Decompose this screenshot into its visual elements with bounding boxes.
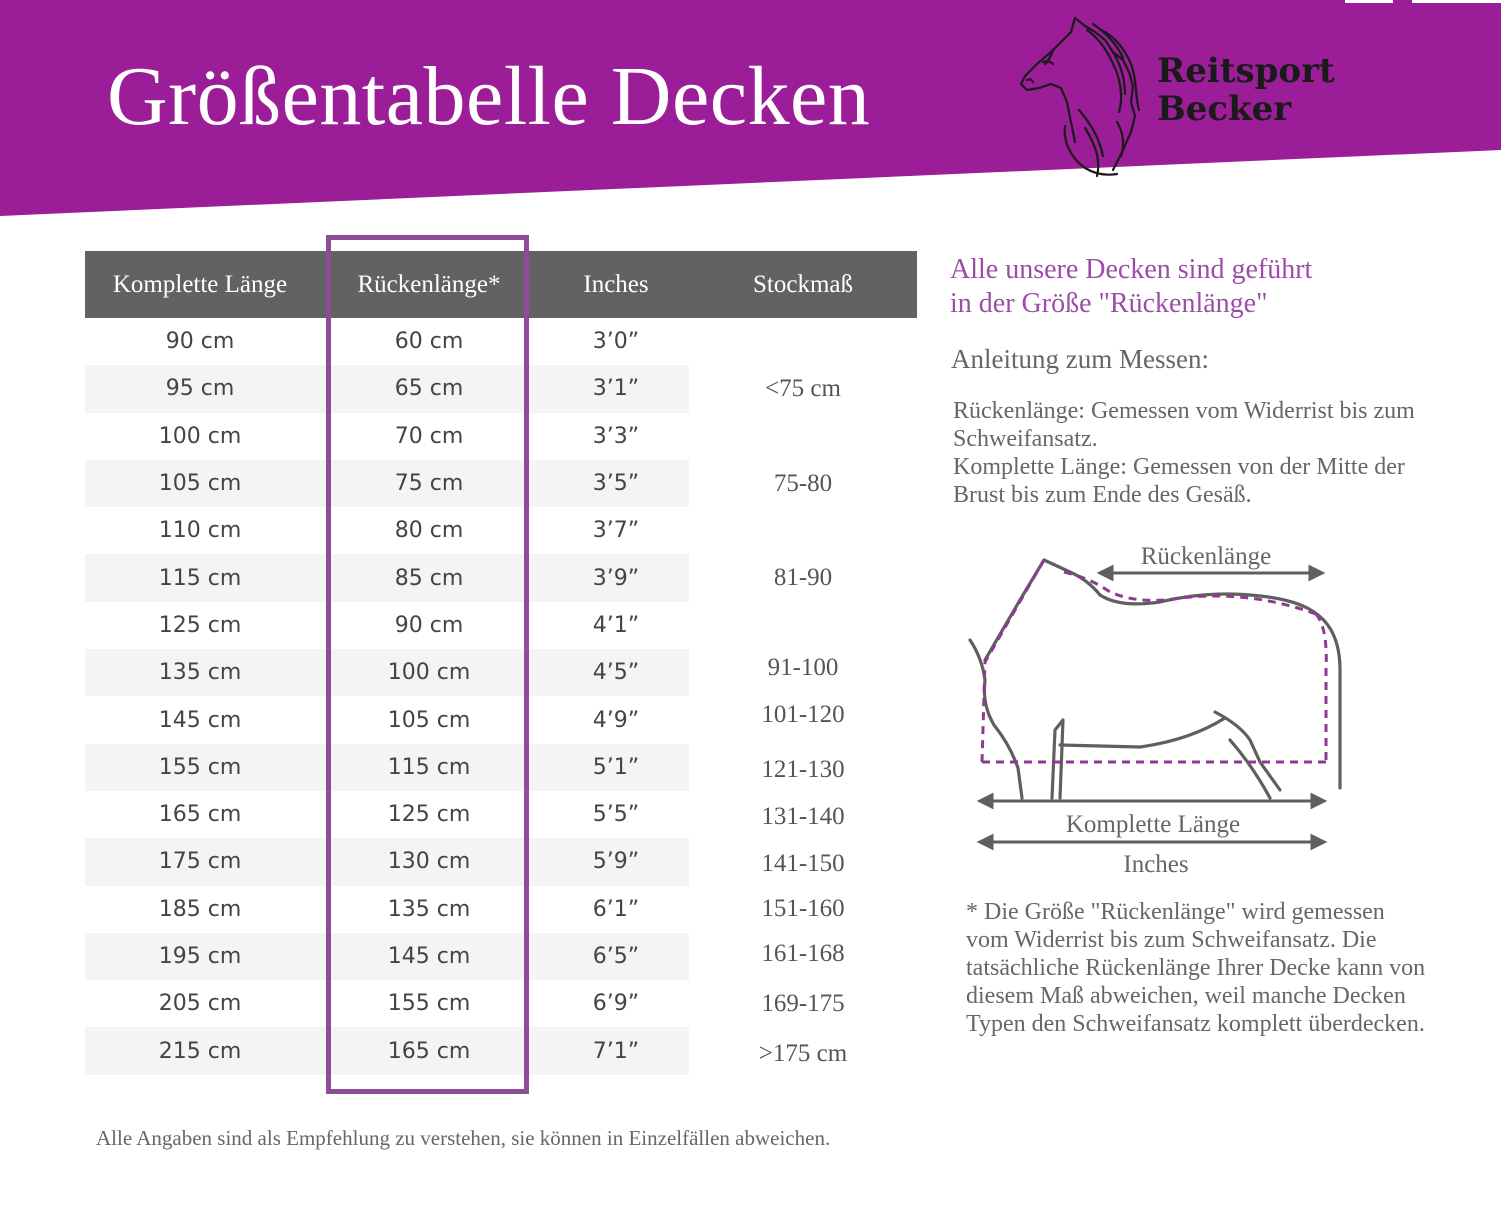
measure-title: Anleitung zum Messen:: [951, 344, 1209, 374]
cell-rueckenlaenge: 100 cm: [315, 649, 543, 696]
footnote: * Die Größe "Rückenlänge" wird gemessen vom Widerrist bis zum Schweifansatz. Die tatsächliche Rückenlänge Ihrer Decke kann von diesem Maß abweichen, weil manche Decken Typen den Schweifansatz komplett überdecken.: [966, 899, 1426, 1037]
cell-inches: 3’3”: [592, 423, 640, 449]
cell-inches: 3’1”: [543, 365, 689, 412]
col-header-komplette-laenge: Komplette Länge: [85, 251, 315, 318]
stockmass-value: 121-130: [761, 755, 845, 783]
cell-rueckenlaenge: 135 cm: [387, 896, 471, 922]
cell-rueckenlaenge: 115 cm: [315, 744, 543, 791]
cell-komplette-laenge: 90 cm: [165, 329, 235, 355]
cell-inches: 3’9”: [543, 554, 689, 601]
cell-komplette-laenge: 115 cm: [85, 554, 315, 601]
diagram-label-komplette-laenge: Komplette Länge: [1065, 811, 1241, 838]
col-header-rueckenlaenge: Rückenlänge*: [315, 251, 543, 318]
cell-komplette-laenge: 195 cm: [85, 933, 315, 980]
cell-rueckenlaenge: 155 cm: [387, 991, 471, 1017]
cell-komplette-laenge: 145 cm: [158, 707, 242, 733]
cell-rueckenlaenge: 105 cm: [387, 707, 471, 733]
cell-komplette-laenge: 205 cm: [158, 991, 242, 1017]
cell-komplette-laenge: 105 cm: [85, 460, 315, 507]
cell-rueckenlaenge: 165 cm: [315, 1027, 543, 1074]
cell-inches: 6’5”: [543, 933, 689, 980]
cell-komplette-laenge: 100 cm: [158, 423, 242, 449]
blanket-outline-icon: [982, 560, 1326, 762]
cell-rueckenlaenge: 70 cm: [394, 423, 464, 449]
info-heading-line-2: in der Größe "Rückenlänge": [950, 288, 1268, 319]
page-title: Größentabelle Decken: [107, 50, 871, 143]
cell-komplette-laenge: 135 cm: [85, 649, 315, 696]
cell-inches: 4’1”: [592, 612, 640, 638]
stockmass-value: 81-90: [773, 564, 833, 592]
brand-name: [1157, 52, 1335, 128]
cell-inches: 4’9”: [592, 707, 640, 733]
info-heading-line-1: Alle unsere Decken sind geführt: [950, 254, 1313, 285]
cell-inches: 7’1”: [543, 1027, 689, 1074]
cell-rueckenlaenge: 90 cm: [394, 612, 464, 638]
stockmass-value: 141-150: [761, 850, 845, 878]
stockmass-value: 151-160: [761, 895, 845, 923]
cell-komplette-laenge: 155 cm: [85, 744, 315, 791]
cell-inches: 3’5”: [543, 460, 689, 507]
cell-komplette-laenge: 125 cm: [158, 612, 242, 638]
cell-komplette-laenge: 95 cm: [85, 365, 315, 412]
cell-komplette-laenge: 185 cm: [158, 896, 242, 922]
disclaimer: Alle Angaben sind als Empfehlung zu verstehen, sie können in Einzelfällen abweichen.: [96, 1126, 831, 1150]
cell-inches: 5’5”: [592, 802, 640, 828]
cell-inches: 3’7”: [592, 518, 640, 544]
stockmass-value: 101-120: [761, 701, 845, 729]
cell-rueckenlaenge: 80 cm: [394, 518, 464, 544]
cell-komplette-laenge: 215 cm: [85, 1027, 315, 1074]
stockmass-value: <75 cm: [765, 374, 841, 402]
stockmass-column: [689, 318, 917, 1075]
col-header-stockmass: Stockmaß: [689, 251, 917, 318]
cell-inches: 4’5”: [543, 649, 689, 696]
table-row: [85, 318, 917, 365]
komplette-laenge-description: Komplette Länge: Gemessen von der Mitte der Brust bis zum Ende des Gesäß.: [953, 454, 1405, 508]
info-heading: [950, 253, 1470, 321]
cell-rueckenlaenge: 85 cm: [315, 554, 543, 601]
rueckenlaenge-description: Rückenlänge: Gemessen vom Widerrist bis zum Schweifansatz.: [953, 398, 1415, 452]
cell-rueckenlaenge: 60 cm: [394, 329, 464, 355]
stockmass-value: 131-140: [761, 803, 845, 830]
cell-inches: 3’0”: [592, 329, 640, 355]
col-header-inches: Inches: [543, 251, 689, 318]
diagram-label-rueckenlaenge: Rückenlänge: [1140, 543, 1272, 570]
diagram-label-inches: Inches: [1123, 851, 1189, 878]
stockmass-value: >175 cm: [758, 1039, 848, 1067]
brand-line-2: Becker: [1157, 89, 1292, 129]
cell-rueckenlaenge: 75 cm: [315, 460, 543, 507]
stockmass-value: 161-168: [761, 940, 845, 968]
cell-rueckenlaenge: 65 cm: [315, 365, 543, 412]
size-table: [85, 251, 917, 1075]
cell-inches: 6’1”: [592, 896, 640, 922]
horse-measure-diagram: [960, 540, 1360, 880]
table-header-row: [85, 251, 917, 318]
size-table-body: [85, 318, 917, 1075]
cell-inches: 5’9”: [543, 838, 689, 885]
cell-rueckenlaenge: 145 cm: [315, 933, 543, 980]
stockmass-value: 169-175: [761, 989, 845, 1017]
brand-line-1: Reitsport: [1157, 51, 1335, 91]
cell-inches: 6’9”: [592, 991, 640, 1017]
stockmass-value: 91-100: [767, 654, 839, 682]
cell-komplette-laenge: 110 cm: [158, 518, 242, 544]
cell-inches: 5’1”: [543, 744, 689, 791]
measure-description: [953, 397, 1423, 509]
measure-arrows: [980, 567, 1324, 848]
stockmass-value: 75-80: [773, 469, 833, 497]
cell-komplette-laenge: 175 cm: [85, 838, 315, 885]
cell-komplette-laenge: 165 cm: [158, 802, 242, 828]
cell-rueckenlaenge: 125 cm: [387, 802, 471, 828]
cell-rueckenlaenge: 130 cm: [315, 838, 543, 885]
